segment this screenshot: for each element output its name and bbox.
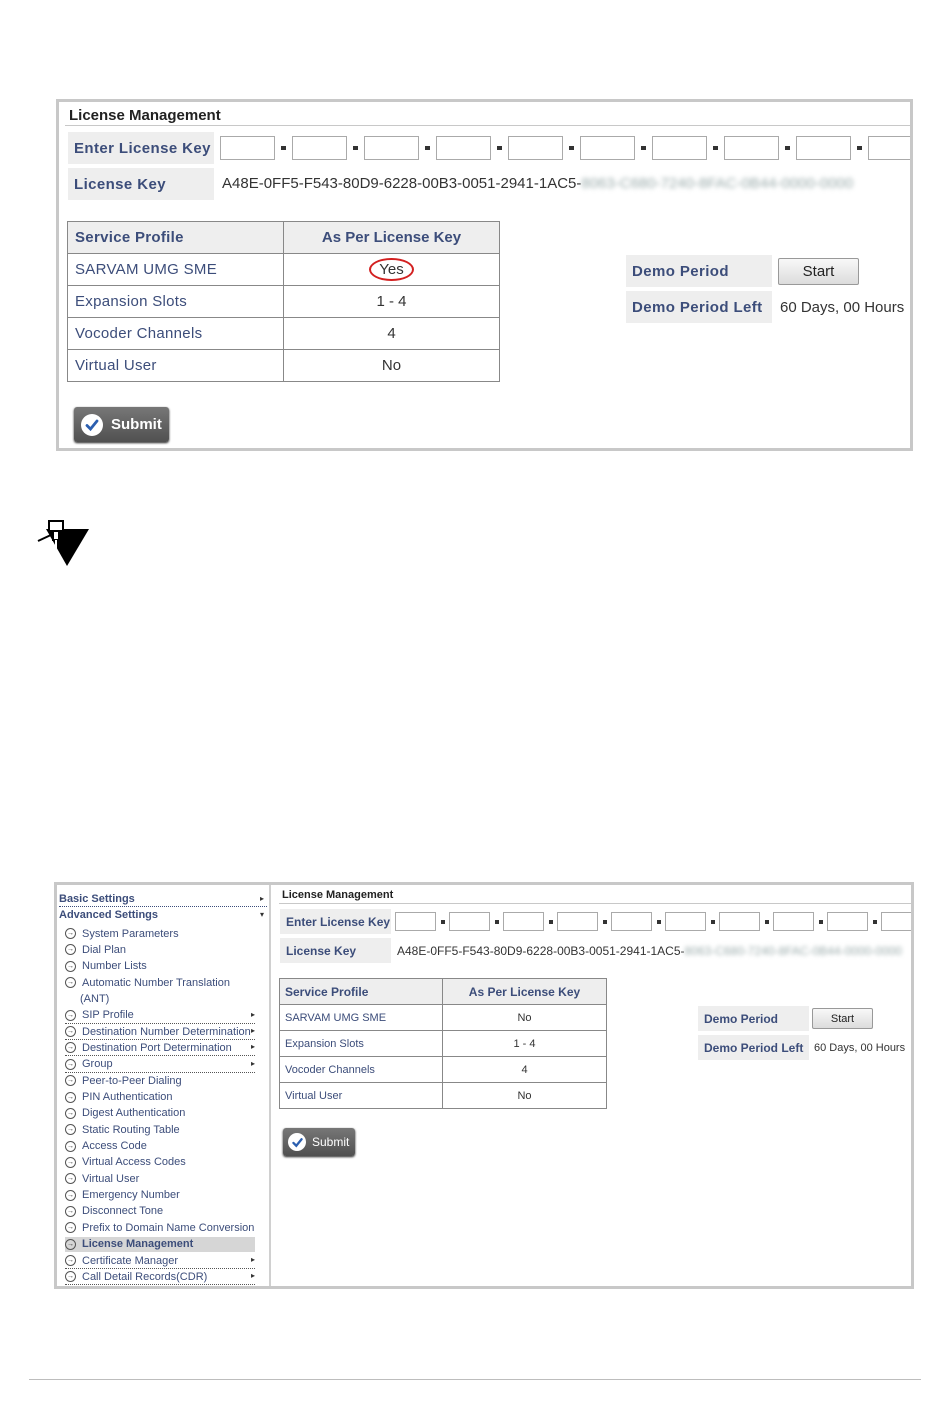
submit-label: Submit [111, 416, 162, 433]
license-key-label: License Key [280, 938, 391, 963]
sidebar-item[interactable] [65, 1024, 255, 1040]
circle-arrow-icon: → [67, 1077, 74, 1085]
row-profile: SARVAM UMG SME [68, 254, 284, 286]
row-profile: Virtual User [280, 1083, 443, 1109]
license-key-segment-input[interactable] [665, 912, 706, 931]
segment-separator [713, 146, 718, 150]
header-as-per-license-key: As Per License Key [443, 979, 607, 1005]
license-key-segment-input[interactable] [796, 136, 851, 160]
start-button[interactable]: Start [812, 1008, 873, 1029]
checkmark-icon [288, 1133, 306, 1151]
sidebar-item-label: Peer-to-Peer Dialing [82, 1074, 182, 1087]
circle-arrow-icon: → [67, 1207, 74, 1215]
row-value: No [284, 350, 500, 382]
page-title: License Management [282, 889, 394, 901]
chevron-down-icon: ▾ [260, 910, 265, 919]
license-key-segment-input[interactable] [395, 912, 436, 931]
sidebar-item[interactable] [65, 1008, 255, 1024]
sidebar-item-label: Virtual Access Codes [82, 1156, 186, 1169]
sidebar-item[interactable] [65, 1122, 255, 1137]
license-key-segment-input[interactable] [827, 912, 868, 931]
sidebar-item-label: License Management [82, 1238, 194, 1251]
sidebar-item-label-continuation[interactable]: (ANT) [80, 992, 110, 1005]
sidebar-item[interactable] [65, 1040, 255, 1056]
sidebar-item[interactable] [65, 926, 255, 941]
sidebar-item[interactable] [65, 1155, 255, 1170]
license-key-segment-input[interactable] [611, 912, 652, 931]
sidebar-item-label: Number Lists [82, 960, 147, 973]
sidebar-item[interactable] [65, 942, 255, 957]
sidebar-advanced-settings[interactable]: Advanced Settings [59, 909, 159, 921]
license-key-value [222, 175, 853, 192]
row-value: No [443, 1083, 607, 1109]
segment-separator [497, 146, 502, 150]
divider [59, 905, 267, 907]
sidebar-item-label: PIN Authentication [82, 1091, 173, 1103]
demo-period-label: Demo Period [626, 255, 772, 287]
segment-separator [353, 146, 358, 150]
license-key-segment-input[interactable] [773, 912, 814, 931]
sidebar-item-label: Automatic Number Translation [82, 976, 230, 989]
table-header-row [280, 979, 607, 1005]
footer-divider [29, 1379, 921, 1380]
circle-arrow-icon: → [67, 1028, 74, 1036]
segment-separator [765, 920, 769, 924]
segment-separator [857, 146, 862, 150]
title-divider [279, 903, 914, 904]
circle-arrow-icon: → [67, 946, 74, 954]
row-value: 1 - 4 [284, 286, 500, 318]
table-row [68, 350, 500, 382]
circle-arrow-icon: → [67, 1044, 74, 1052]
sidebar-item-label: Destination Port Determination [82, 1041, 232, 1054]
sidebar-item[interactable] [65, 1269, 255, 1285]
license-key-segment-input[interactable] [557, 912, 598, 931]
circle-arrow-icon: → [67, 1257, 74, 1264]
segment-separator [569, 146, 574, 150]
table-row [68, 254, 500, 286]
circle-arrow-icon: → [67, 1175, 74, 1183]
segment-separator [785, 146, 790, 150]
license-key-value [397, 944, 902, 958]
segment-separator [819, 920, 823, 924]
demo-period-left-label: Demo Period Left [698, 1035, 809, 1060]
table-row [68, 286, 500, 318]
chevron-right-icon: ▸ [250, 1255, 255, 1264]
table-row [68, 318, 500, 350]
license-key-segment-input[interactable] [220, 136, 275, 160]
circle-arrow-icon: → [67, 1011, 74, 1019]
sidebar-item[interactable] [65, 1253, 255, 1269]
sidebar-basic-settings[interactable]: Basic Settings [59, 893, 135, 905]
demo-period-left-value: 60 Days, 00 Hours [814, 1042, 906, 1054]
circle-arrow-icon: → [67, 1142, 74, 1150]
sidebar-item-label: Digest Authentication [82, 1107, 186, 1120]
demo-period-label: Demo Period [698, 1006, 809, 1031]
table-header-row [68, 222, 500, 254]
license-management-screenshot-2 [54, 882, 914, 1289]
pushpin-note-icon [36, 519, 92, 574]
segment-separator [603, 920, 607, 924]
license-key-input-group [220, 136, 913, 161]
sidebar-item-label: Access Code [82, 1140, 147, 1153]
demo-period-left-value: 60 Days, 00 Hours [780, 299, 905, 316]
sidebar-item[interactable] [65, 1220, 255, 1235]
license-key-segment-input[interactable] [719, 912, 760, 931]
license-key-segment-input[interactable] [868, 136, 913, 160]
license-key-segment-input[interactable] [580, 136, 635, 160]
sidebar-item-label: Prefix to Domain Name Conversion [82, 1221, 255, 1234]
circle-arrow-icon: → [67, 979, 74, 987]
checkmark-icon [81, 414, 103, 436]
row-profile: Vocoder Channels [68, 318, 284, 350]
chevron-right-icon: ▸ [250, 1271, 255, 1281]
segment-separator [711, 920, 715, 924]
chevron-right-icon: ▸ [250, 1026, 255, 1036]
license-key-visible: A48E-0FF5-F543-80D9-6228-00B3-0051-2941-1AC5- [397, 944, 685, 958]
sidebar-item[interactable] [65, 975, 255, 990]
circle-arrow-icon: → [67, 1224, 74, 1232]
sidebar-item[interactable] [65, 1139, 255, 1154]
sidebar-item[interactable] [65, 1237, 255, 1252]
sidebar-item-label: Emergency Number [82, 1189, 180, 1202]
service-profile-table [279, 978, 607, 1109]
sidebar-item-label: Destination Number Determination [82, 1025, 251, 1038]
circle-arrow-icon: → [67, 1273, 74, 1281]
license-key-segment-input[interactable] [436, 136, 491, 160]
segment-separator [873, 920, 877, 924]
sidebar-item-label: Group [82, 1058, 113, 1071]
sidebar-item-label: Static Routing Table [82, 1123, 180, 1136]
sidebar [57, 885, 271, 1286]
license-key-segment-input[interactable] [724, 136, 779, 160]
submit-button[interactable] [283, 1128, 355, 1156]
circle-arrow-icon: → [67, 1158, 74, 1166]
license-key-segment-input[interactable] [503, 912, 544, 931]
start-button[interactable]: Start [778, 258, 859, 285]
sidebar-item[interactable] [65, 1057, 255, 1073]
license-key-label: License Key [68, 168, 214, 200]
license-key-segment-input[interactable] [652, 136, 707, 160]
license-key-segment-input[interactable] [881, 912, 914, 931]
row-profile: Vocoder Channels [280, 1057, 443, 1083]
service-profile-table [67, 221, 500, 382]
sidebar-item[interactable] [65, 1073, 255, 1088]
title-divider [65, 125, 913, 126]
sidebar-item-label: Certificate Manager [82, 1254, 178, 1267]
circle-arrow-icon: → [67, 1093, 74, 1101]
circle-arrow-icon: → [67, 1109, 74, 1117]
sidebar-item[interactable] [65, 959, 255, 974]
license-key-input-group [395, 912, 914, 931]
header-as-per-license-key: As Per License Key [284, 222, 500, 254]
row-value [284, 254, 500, 286]
header-service-profile: Service Profile [68, 222, 284, 254]
license-key-segment-input[interactable] [292, 136, 347, 160]
sidebar-item[interactable] [65, 1090, 255, 1105]
enter-license-key-label: Enter License Key [68, 132, 214, 164]
circle-arrow-icon: → [67, 930, 74, 937]
submit-button[interactable] [74, 407, 169, 442]
row-profile: Expansion Slots [68, 286, 284, 318]
row-profile: Expansion Slots [280, 1031, 443, 1057]
sidebar-item-label: System Parameters [82, 927, 179, 940]
sidebar-item-label: Call Detail Records(CDR) [82, 1270, 208, 1283]
sidebar-item-label: Dial Plan [82, 943, 127, 956]
circle-arrow-icon: → [67, 1191, 74, 1199]
demo-period-left-label: Demo Period Left [626, 291, 772, 323]
segment-separator [425, 146, 430, 150]
segment-separator [281, 146, 286, 150]
segment-separator [641, 146, 646, 150]
chevron-right-icon: ▸ [250, 1058, 255, 1068]
chevron-right-icon: ▸ [250, 1042, 255, 1052]
circle-arrow-icon: → [67, 962, 74, 970]
license-management-screenshot-1 [56, 99, 913, 451]
license-key-visible: A48E-0FF5-F543-80D9-6228-00B3-0051-2941-1AC5- [222, 175, 582, 192]
license-key-segment-input[interactable] [508, 136, 563, 160]
segment-separator [657, 920, 661, 924]
row-value: 4 [443, 1057, 607, 1083]
chevron-right-icon: ▸ [260, 894, 265, 903]
page-title: License Management [69, 107, 221, 124]
license-key-obscured: 8063-C680-7240-8FAC-0B44-0000-0000 [684, 944, 902, 958]
table-row [280, 1005, 607, 1031]
circle-arrow-icon: → [67, 1060, 74, 1068]
header-service-profile: Service Profile [280, 979, 443, 1005]
row-profile: Virtual User [68, 350, 284, 382]
enter-license-key-label: Enter License Key [280, 909, 391, 934]
sidebar-item[interactable] [65, 1106, 255, 1121]
row-profile: SARVAM UMG SME [280, 1005, 443, 1031]
sidebar-item[interactable] [65, 1171, 255, 1186]
sidebar-item-label: Virtual User [82, 1172, 140, 1185]
row-value: 1 - 4 [443, 1031, 607, 1057]
row-value: No [443, 1005, 607, 1031]
license-key-obscured: 8063-C680-7240-8FAC-0B44-0000-0000 [581, 175, 854, 192]
table-row [280, 1031, 607, 1057]
submit-label: Submit [312, 1135, 350, 1149]
license-key-segment-input[interactable] [449, 912, 490, 931]
highlight-circle: Yes [369, 258, 413, 281]
sidebar-item[interactable] [65, 1188, 255, 1203]
chevron-right-icon: ▸ [250, 1009, 255, 1019]
sidebar-item[interactable] [65, 1204, 255, 1219]
segment-separator [495, 920, 499, 924]
circle-arrow-icon: → [67, 1126, 74, 1134]
sidebar-item-label: SIP Profile [82, 1009, 134, 1022]
table-row [280, 1057, 607, 1083]
row-value: 4 [284, 318, 500, 350]
table-row [280, 1083, 607, 1109]
license-key-segment-input[interactable] [364, 136, 419, 160]
segment-separator [549, 920, 553, 924]
circle-arrow-icon: → [67, 1240, 74, 1248]
sidebar-item-label: Disconnect Tone [82, 1205, 164, 1218]
segment-separator [441, 920, 445, 924]
